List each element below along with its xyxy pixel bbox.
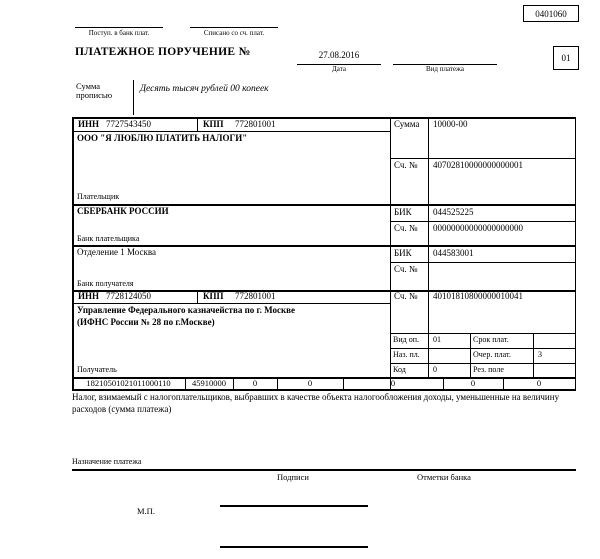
signature-line-1 — [220, 505, 368, 507]
purpose-underline — [72, 469, 576, 471]
payer-bank-bik-value: 044525225 — [433, 207, 474, 217]
payment-type-label: Вид платежа — [425, 65, 464, 73]
date-value: 27.08.2016 — [318, 50, 360, 60]
receiver-name-line1: Управление Федерального казначейства по г. Москве — [77, 305, 295, 315]
amount-value: 10000-00 — [433, 119, 468, 129]
signature-line-2 — [220, 546, 368, 548]
receiver-bank-bik-value: 044583001 — [433, 248, 474, 258]
tax-row-bottom-border — [72, 389, 576, 391]
receiver-bank-label: Банк получателя — [77, 279, 134, 288]
date-label: Дата — [332, 65, 346, 73]
payer-inn-value: 7727543450 — [106, 119, 151, 129]
receiver-account-label: Сч. № — [394, 291, 418, 301]
op-type-label: Вид оп. — [393, 335, 419, 344]
stamp-label: М.П. — [137, 506, 155, 516]
purpose-label: Назначение платежа — [72, 457, 142, 466]
op-grid-row-border-2 — [390, 363, 575, 364]
form-title: ПЛАТЕЖНОЕ ПОРУЧЕНИЕ № — [75, 46, 251, 58]
oktmo-value: 45910000 — [192, 378, 226, 388]
document-date-value: 0 — [470, 378, 476, 388]
op-type-value: 01 — [433, 335, 441, 344]
document-number-value: 0 — [390, 378, 396, 388]
op-grid-row-border-1 — [390, 348, 575, 349]
receiver-bank-bik-label: БИК — [394, 248, 412, 258]
payer-bank-bik-label: БИК — [394, 207, 412, 217]
table-left-border — [72, 117, 74, 391]
label-value-divider — [428, 117, 429, 377]
payer-inn-label: ИНН — [78, 119, 100, 129]
receiver-bank-name: Отделение 1 Москва — [77, 247, 156, 257]
debited-from-account-label: Списано со сч. плат. — [203, 29, 265, 37]
received-line — [75, 27, 163, 28]
received-at-bank-label: Поступ. в банк плат. — [88, 29, 150, 37]
amount-in-words-label: Сумма прописью — [76, 81, 113, 101]
payer-status-code: 01 — [561, 53, 571, 63]
receiver-inn-label: ИНН — [78, 291, 100, 301]
payer-inn-kpp-divider — [197, 117, 198, 131]
purpose-code-label: Наз. пл. — [393, 350, 420, 359]
payer-bank-name: СБЕРБАНК РОССИИ — [77, 206, 169, 216]
kbk-value: 18210501021011000110 — [86, 378, 171, 388]
op-grid-col-border-1 — [470, 333, 471, 377]
payment-order-value: 3 — [538, 350, 542, 359]
payment-order-label: Очер. плат. — [473, 350, 511, 359]
payer-bank-account-label: Сч. № — [394, 223, 418, 233]
payer-account-value: 40702810000000000001 — [433, 160, 523, 170]
tax-period-value: 0 — [307, 378, 313, 388]
receiver-name-line2: (ИФНС России № 28 по г.Москве) — [77, 317, 215, 327]
receiver-kpp-value: 772801001 — [235, 291, 276, 301]
payer-inn-row-border — [72, 131, 390, 132]
receiver-bank-account-label: Сч. № — [394, 264, 418, 274]
payer-account-label: Сч. № — [394, 160, 418, 170]
debited-line — [190, 27, 278, 28]
payer-bank-bik-border — [390, 221, 575, 222]
receiver-inn-value: 7728124050 — [106, 291, 151, 301]
amount-words-divider — [133, 80, 134, 115]
payer-kpp-label: КПП — [203, 119, 224, 129]
payment-type-value: 0 — [536, 378, 542, 388]
payer-bank-account-value: 00000000000000000000 — [433, 223, 523, 233]
code-value: 0 — [433, 365, 437, 374]
receiver-label: Получатель — [77, 365, 117, 374]
payer-label: Плательщик — [77, 192, 120, 201]
signatures-label: Подписи — [277, 472, 309, 482]
code-label: Код — [393, 365, 406, 374]
purpose-text: Налог, взимаемый с налогоплательщиков, выбравших в качестве объекта налогообложения доходы, уменьшенные на величину расходов (сумма платежа) — [72, 392, 560, 414]
receiver-inn-row-border — [72, 303, 390, 304]
bank-marks-label: Отметки банка — [417, 472, 471, 482]
payer-name: ООО "Я ЛЮБЛЮ ПЛАТИТЬ НАЛОГИ" — [77, 133, 248, 143]
form-code-box — [523, 5, 579, 22]
receiver-bank-bik-border — [390, 262, 575, 263]
reserve-field-label: Рез. поле — [473, 365, 504, 374]
op-grid-top-border — [390, 333, 575, 334]
receiver-kpp-label: КПП — [203, 291, 224, 301]
form-code: 0401060 — [535, 8, 567, 19]
receiver-inn-kpp-divider — [197, 290, 198, 303]
payer-status-box — [553, 46, 579, 70]
amount-label: Сумма — [394, 119, 420, 129]
due-date-label: Срок плат. — [473, 335, 509, 344]
receiver-account-value: 40101810800000010041 — [433, 291, 523, 301]
payer-bank-label: Банк плательщика — [77, 234, 140, 243]
payer-kpp-value: 772801001 — [235, 119, 276, 129]
amount-row-border — [390, 158, 575, 159]
amount-in-words: Десять тысяч рублей 00 копеек — [140, 84, 269, 94]
op-grid-col-border-2 — [533, 333, 534, 377]
payment-basis-value: 0 — [252, 378, 258, 388]
